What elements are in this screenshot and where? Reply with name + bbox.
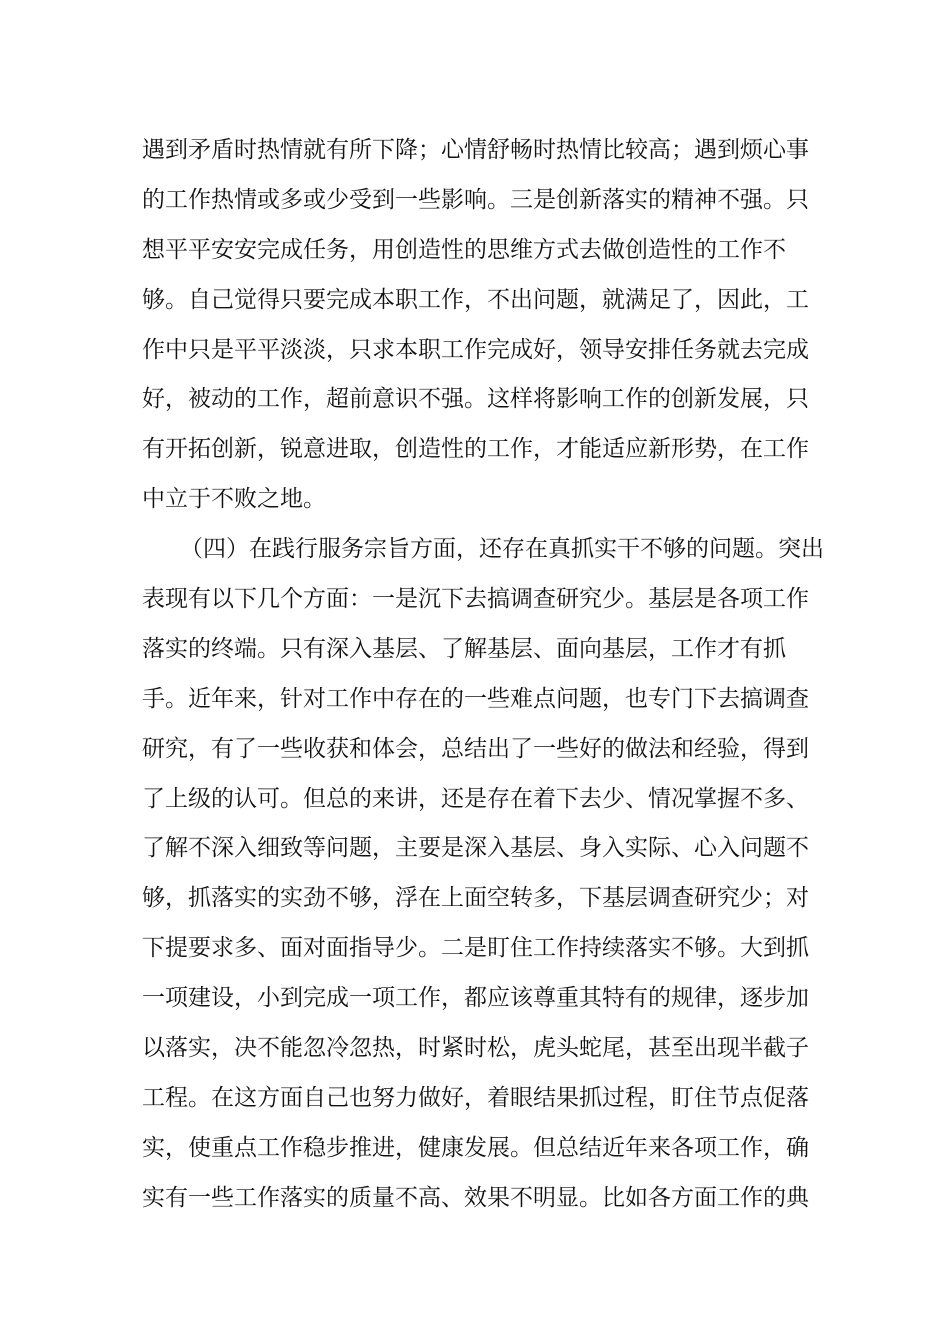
text-line: 作中只是平平淡淡，只求本职工作完成好，领导安排任务就去完成 xyxy=(142,336,809,363)
body-text xyxy=(142,126,822,1224)
text-line: 的工作热情或多或少受到一些影响。三是创新落实的精神不强。只 xyxy=(142,186,809,213)
text-line: 研究，有了一些收获和体会，总结出了一些好的做法和经验，得到 xyxy=(142,735,809,762)
text-line: 下提要求多、面对面指导少。二是盯住工作持续落实不够。大到抓 xyxy=(142,935,809,962)
text-line: 好，被动的工作，超前意识不强。这样将影响工作的创新发展，只 xyxy=(142,386,809,413)
text-line: 够。自己觉得只要完成本职工作，不出问题，就满足了，因此，工 xyxy=(142,286,809,313)
text-line: 了解不深入细致等问题，主要是深入基层、身入实际、心入问题不 xyxy=(142,835,809,862)
text-line: 落实的终端。只有深入基层、了解基层、面向基层，工作才有抓 xyxy=(142,635,786,662)
text-line: （四）在践行服务宗旨方面，还存在真抓实干不够的问题。突出 xyxy=(180,536,824,563)
text-line: 有开拓创新，锐意进取，创造性的工作，才能适应新形势，在工作 xyxy=(142,436,809,463)
text-line: 实有一些工作落实的质量不高、效果不明显。比如各方面工作的典 xyxy=(142,1184,809,1211)
text-line: 以落实，决不能忽冷忽热，时紧时松，虎头蛇尾，甚至出现半截子 xyxy=(142,1035,809,1062)
text-line: 表现有以下几个方面：一是沉下去搞调查研究少。基层是各项工作 xyxy=(142,586,809,613)
text-line: 了上级的认可。但总的来讲，还是存在着下去少、情况掌握不多、 xyxy=(142,785,809,812)
text-line: 够，抓落实的实劲不够，浮在上面空转多，下基层调查研究少；对 xyxy=(142,885,809,912)
text-line: 中立于不败之地。 xyxy=(142,486,326,513)
text-line: 想平平安安完成任务，用创造性的思维方式去做创造性的工作不 xyxy=(142,236,786,263)
text-line: 实，使重点工作稳步推进，健康发展。但总结近年来各项工作，确 xyxy=(142,1134,809,1161)
text-line: 工程。在这方面自己也努力做好，着眼结果抓过程，盯住节点促落 xyxy=(142,1084,809,1111)
text-line: 遇到矛盾时热情就有所下降；心情舒畅时热情比较高；遇到烦心事 xyxy=(142,137,809,163)
text-line: 手。近年来，针对工作中存在的一些难点问题，也专门下去搞调查 xyxy=(142,685,809,712)
text-line: 一项建设，小到完成一项工作，都应该尊重其特有的规律，逐步加 xyxy=(142,985,809,1012)
